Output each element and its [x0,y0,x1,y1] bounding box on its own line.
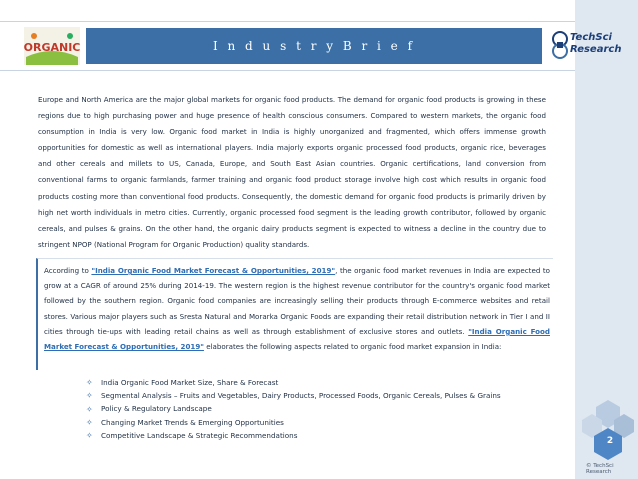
techsci-emblem-icon [550,29,570,63]
list-item-label: Changing Market Trends & Emerging Opportunities [101,417,284,427]
star-bullet-icon: ✧ [86,404,93,414]
organic-logo [24,27,80,65]
star-bullet-icon: ✧ [86,391,93,401]
list-item-label: India Organic Food Market Size, Share & Forecast [101,378,279,387]
techsci-line1: TechSci [570,32,612,43]
report-link-2[interactable]: "India Organic Food Market Forecast & Opportunities, 2019" [44,326,550,352]
list-item-label: Policy & Regulatory Landscape [101,404,212,414]
report-link-1[interactable]: "India Organic Food Market Forecast & Opportunities, 2019" [91,266,336,275]
report-suffix: elaborates the following aspects related to organic food market expansion in India: [203,342,502,352]
list-item [86,416,501,429]
copyright: © TechSci Research [586,463,614,475]
list-item-label: Segmental Analysis – Fruits and Vegetables, Dairy Products, Processed Foods, Organic Cereals, Pulses & Grains [101,391,501,401]
organic-logo-text: ORGANIC [24,41,80,54]
star-bullet-icon: ✧ [86,378,93,388]
techsci-line2: Research [570,44,622,55]
list-item [86,389,501,402]
list-item [86,376,501,389]
star-bullet-icon: ✧ [86,430,93,440]
report-paragraph [44,263,550,354]
list-item-label: Competitive Landscape & Strategic Recommendations [101,430,298,440]
list-item [86,429,501,442]
aspects-list [86,376,501,442]
page-number: 2 [606,436,614,446]
report-middle: , the organic food market revenues in India are expected to grow at a CAGR of around 25% during 2014-19. The western region is the highest revenue contributor for the country's organic food market followed by the southern region. Organic food companies are increasingly selling their products through E-commerce websites and retail stores. Various major players such as Sresta Natural and Morarka Organic Foods are expanding their retail distribution network in Tier I and II cities through tie-ups with leading retail chains as well as through establishment of exclusive stores and outlets. [44,266,551,336]
header [0,21,622,71]
techsci-logo [548,25,638,67]
report-prefix: According to [44,266,92,275]
intro-paragraph: Europe and North America are the major global markets for organic food products. The demand for organic food products is growing in these regions due to high purchasing power and huge presence of health conscious consumers. Compared to western markets, the organic food consumption in India is very low. Organic food market in India is highly unorganized and fragmented, which offers immense growth opportunities for domestic as well as international players. India majorly exports organic processed food products, organic rice, beverages and other cereals and millets to US, Canada, Europe, and South East Asian countries. Organic certifications, land conversion from conventional farms to organic farmlands, farmer training and organic food product storage involve high cost which results in organic food products costing more than conventional food products. Consequently, the domestic demand for organic food products is primarily driven by high net worth individuals in metro cities. Currently, organic processed food segment is the leading growth contributor, followed by organic cereals, and pulses & grains. On the other hand, the organic dairy products segment is expected to witness a decline in the country due to stringent NPOP (National Program for Organic Production) quality standards. [38,95,546,249]
industry-brief-title: I n d u s t r y B r i e f [86,28,542,64]
list-item [86,402,501,415]
hexagon-decoration-icon [578,400,636,460]
star-bullet-icon: ✧ [86,417,93,427]
